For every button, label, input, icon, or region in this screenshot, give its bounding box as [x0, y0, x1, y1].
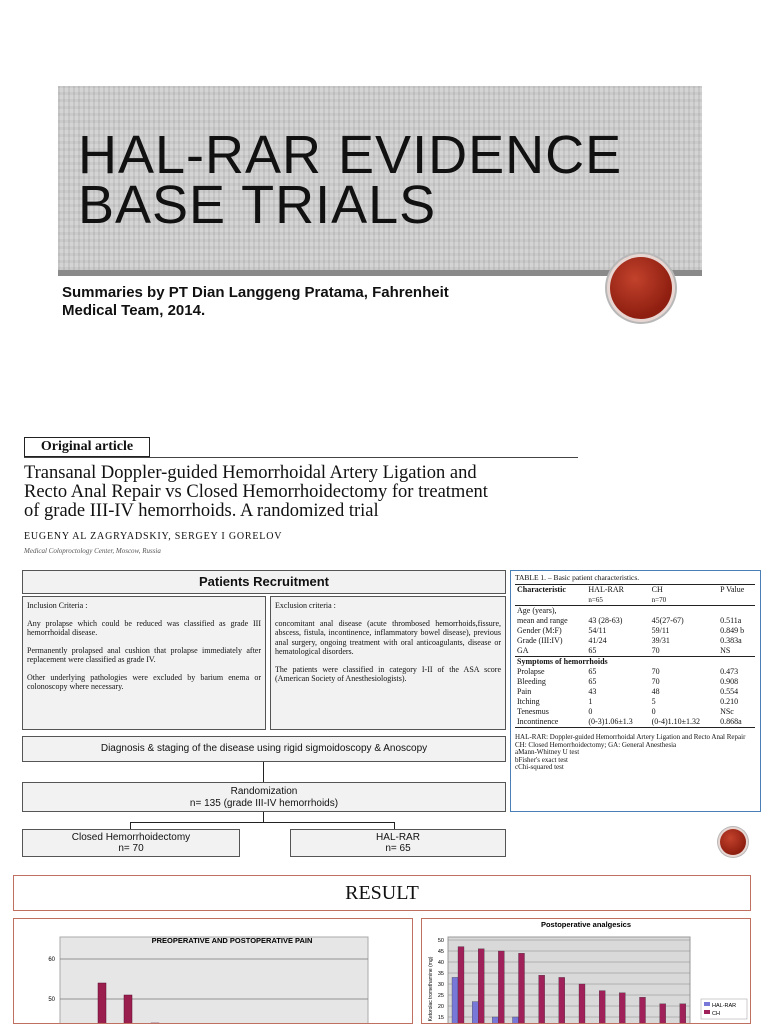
ch-bar — [599, 991, 605, 1024]
table-header: CH — [651, 585, 663, 594]
result-banner: RESULT — [13, 875, 751, 911]
y-tick-label: 50 — [48, 997, 55, 1003]
exclusion-criteria-box — [270, 596, 506, 730]
article-authors: EUGENY AL ZAGRYADSKIY, SERGEY I GORELOV — [24, 531, 283, 542]
patient-characteristics-table — [510, 570, 761, 812]
y-tick-label: 35 — [437, 971, 444, 977]
analgesics-chart — [422, 919, 751, 1024]
table-cell: 0 — [588, 707, 593, 716]
table-cell: 48 — [651, 687, 660, 696]
table-cell: 70 — [651, 677, 660, 686]
table-cell: Incontinence — [517, 717, 559, 726]
table-header: Characteristic — [517, 585, 566, 594]
analgesics-chart-panel — [421, 918, 751, 1024]
characteristics-table — [515, 584, 755, 728]
ch-bar — [559, 977, 565, 1024]
ch-bar — [539, 975, 545, 1024]
hal-rar-arm — [290, 829, 506, 857]
randomization-count: n= 135 (grade III-IV hemorrhoids) — [189, 798, 339, 809]
flow-arrow-1 — [263, 762, 264, 782]
randomization-label: Randomization — [230, 786, 298, 797]
inclusion-text-1: Any prolapse which could be reduced was classified as grade III hemorrhoidal disease. — [27, 618, 261, 637]
exclusion-text-1: concomitant anal disease (acute thrombosed hemorrhoids,fissure, abscess, fistula, incontinence, inflammatory bowel disease), previous anal surgery, ongoing treatment with oral anticoagulants, disease or hematological disorders. — [275, 618, 501, 656]
diagnosis-box: Diagnosis & staging of the disease using rigid sigmoidoscopy & Anoscopy — [22, 736, 506, 762]
table-note: aMann-Whitney U test — [515, 748, 580, 756]
table-cell: Grade (III:IV) — [517, 636, 563, 645]
inclusion-text-3: Other underlying pathologies were excluded by barium enema or colonoscopy where necessary. — [27, 672, 261, 691]
y-tick-label: 50 — [437, 938, 444, 944]
table-cell: Tenesmus — [517, 707, 549, 716]
table-caption: TABLE 1. – Basic patient characteristics. — [515, 573, 640, 582]
table-notes — [515, 734, 756, 772]
table-cell: Bleeding — [517, 677, 546, 686]
table-note: cChi-squared test — [515, 763, 564, 771]
table-cell: 0.383a — [720, 636, 742, 645]
table-cell: 0.511a — [720, 616, 742, 625]
slide-title-line2: BASE TRIALS — [78, 175, 437, 235]
ch-bar — [458, 947, 464, 1024]
pain-chart — [14, 919, 413, 1024]
ch-bar — [478, 949, 484, 1024]
table-cell: GA — [517, 646, 529, 655]
hal-rar-bar — [472, 1002, 478, 1024]
analgesics-chart-ylabel: Ketorolac tromethamine (mg) — [428, 956, 434, 1022]
legend-swatch — [704, 1002, 710, 1006]
table-cell: (0-4)1.10±1.32 — [651, 717, 701, 726]
pain-chart-panel — [13, 918, 413, 1024]
y-tick-label: 60 — [48, 957, 55, 963]
slide-title — [78, 125, 623, 235]
table-cell: 43 (28-63) — [588, 616, 623, 625]
table-subheader — [515, 595, 586, 606]
y-tick-label: 45 — [437, 949, 444, 955]
pain-chart-title: PREOPERATIVE AND POSTOPERATIVE PAIN — [151, 936, 313, 945]
y-tick-label: 25 — [437, 993, 444, 999]
table-cell: NSc — [720, 707, 734, 716]
exclusion-text-2: The patients were classified in category I-II of the ASA score (American Society of Anesthesiologists). — [275, 664, 501, 683]
inclusion-criteria-box — [22, 596, 266, 730]
flow-connector-stem — [263, 812, 264, 822]
ch-bar — [619, 993, 625, 1024]
table-subheader: n=70 — [651, 596, 667, 604]
analgesics-chart-title: Postoperative analgesics — [540, 920, 632, 929]
table-subheader: n=65 — [588, 596, 603, 604]
table-cell — [650, 606, 718, 617]
ch-bar — [519, 953, 525, 1024]
pain-bar — [98, 983, 106, 1024]
randomization-box — [22, 782, 506, 812]
legend-label: HAL-RAR — [712, 1003, 737, 1009]
subtitle-line1: Summaries by PT Dian Langgeng Pratama, Fahrenheit — [62, 284, 449, 301]
table-cell: 65 — [588, 677, 597, 686]
inclusion-title: Inclusion Criteria : — [27, 601, 88, 610]
table-row — [515, 717, 755, 728]
table-cell: (0-3)1.06±1.3 — [588, 717, 633, 726]
article-title-line1: Transanal Doppler-guided Hemorrhoidal Artery Ligation and — [24, 463, 477, 483]
table-cell: 0.210 — [720, 697, 739, 706]
table-cell: 0 — [651, 707, 656, 716]
table-body — [515, 606, 755, 728]
table-cell: 5 — [651, 697, 656, 706]
table-cell — [718, 606, 755, 617]
original-article-badge: Original article — [24, 437, 150, 457]
ch-bar — [680, 1004, 686, 1024]
closed-hemorrhoidectomy-arm — [22, 829, 240, 857]
table-cell: mean and range — [517, 616, 568, 625]
legend-label: CH — [712, 1011, 720, 1017]
arm1-label: Closed Hemorrhoidectomy — [71, 832, 191, 843]
article-title — [24, 464, 584, 521]
exclusion-title: Exclusion criteria : — [275, 601, 336, 610]
article-title-line2: Recto Anal Repair vs Closed Hemorrhoidectomy for treatment — [24, 482, 488, 502]
article-affiliation: Medical Coloproctology Center, Moscow, Russia — [24, 547, 161, 555]
table-cell: 43 — [588, 687, 597, 696]
table-subheader — [718, 595, 755, 606]
hal-rar-bar — [452, 977, 458, 1024]
hal-rar-bar — [513, 1017, 519, 1024]
table-row — [515, 616, 755, 626]
table-cell: 0.554 — [720, 687, 739, 696]
table-cell: 41/24 — [588, 636, 607, 645]
slide-subtitle — [62, 284, 522, 320]
subtitle-line2: Medical Team, 2014. — [62, 302, 206, 319]
table-row — [515, 606, 755, 617]
table-cell: Age (years), — [517, 606, 557, 615]
table-cell: Pain — [517, 687, 532, 696]
table-row — [515, 677, 755, 687]
table-cell: 0.849 b — [720, 626, 745, 635]
table-row — [515, 697, 755, 707]
table-row — [515, 636, 755, 646]
table-note: bFisher's exact test — [515, 755, 568, 764]
slide-title-line1: HAL-RAR EVIDENCE — [78, 125, 623, 185]
table-section-label: Symptoms of hemorrhoids — [517, 657, 608, 666]
table-cell: 65 — [588, 667, 597, 676]
table-cell: 59/11 — [651, 626, 670, 635]
table-row — [515, 626, 755, 636]
y-tick-label: 30 — [437, 982, 444, 988]
article-divider — [24, 457, 578, 458]
table-row — [515, 646, 755, 657]
table-cell: 1 — [588, 697, 593, 706]
table-cell: 39/31 — [651, 636, 670, 645]
hal-rar-bar — [492, 1017, 498, 1024]
table-cell: Prolapse — [517, 667, 545, 676]
table-cell: 0.908 — [720, 677, 739, 686]
arm2-count: n= 65 — [385, 843, 411, 854]
article-title-line3: of grade III-IV hemorrhoids. A randomized trial — [24, 501, 379, 521]
table-cell: Itching — [517, 697, 540, 706]
table-cell: 0.868a — [720, 717, 742, 726]
table-cell: NS — [720, 646, 731, 655]
table-cell: 54/11 — [588, 626, 607, 635]
table-cell: 65 — [588, 646, 597, 655]
table-cell — [586, 606, 649, 617]
table-row — [515, 667, 755, 677]
decorative-orb-small — [720, 829, 746, 855]
arm2-label: HAL-RAR — [376, 832, 420, 843]
table-cell: Gender (M:F) — [517, 626, 562, 635]
table-cell: 70 — [651, 646, 660, 655]
inclusion-text-2: Permanently prolapsed anal cushion that prolapse immediately after replacement were classified as grade IV. — [27, 645, 261, 664]
pain-bar — [124, 995, 132, 1024]
ch-bar — [660, 1004, 666, 1024]
y-tick-label: 40 — [437, 960, 444, 966]
table-row — [515, 687, 755, 697]
decorative-orb-large — [610, 257, 672, 319]
table-cell: 0.473 — [720, 667, 739, 676]
table-note: CH: Closed Hemorrhoidectomy; GA: General Anesthesia — [515, 740, 677, 749]
legend-swatch — [704, 1010, 710, 1014]
patients-recruitment-header: Patients Recruitment — [22, 570, 506, 594]
ch-bar — [579, 984, 585, 1024]
y-tick-label: 15 — [437, 1015, 444, 1021]
table-cell: 45(27-67) — [651, 616, 684, 625]
arm1-count: n= 70 — [118, 843, 144, 854]
table-cell: 70 — [651, 667, 660, 676]
table-header: P Value — [720, 585, 745, 594]
table-note: HAL-RAR: Doppler-guided Hemorrhoidal Artery Ligation and Recto Anal Repair — [515, 733, 746, 741]
table-row — [515, 707, 755, 717]
flow-connector-bar — [130, 822, 394, 823]
ch-bar — [498, 951, 504, 1024]
table-header: HAL-RAR — [588, 585, 624, 594]
table-section-row — [515, 657, 755, 668]
ch-bar — [640, 997, 646, 1024]
y-tick-label: 20 — [437, 1004, 444, 1010]
